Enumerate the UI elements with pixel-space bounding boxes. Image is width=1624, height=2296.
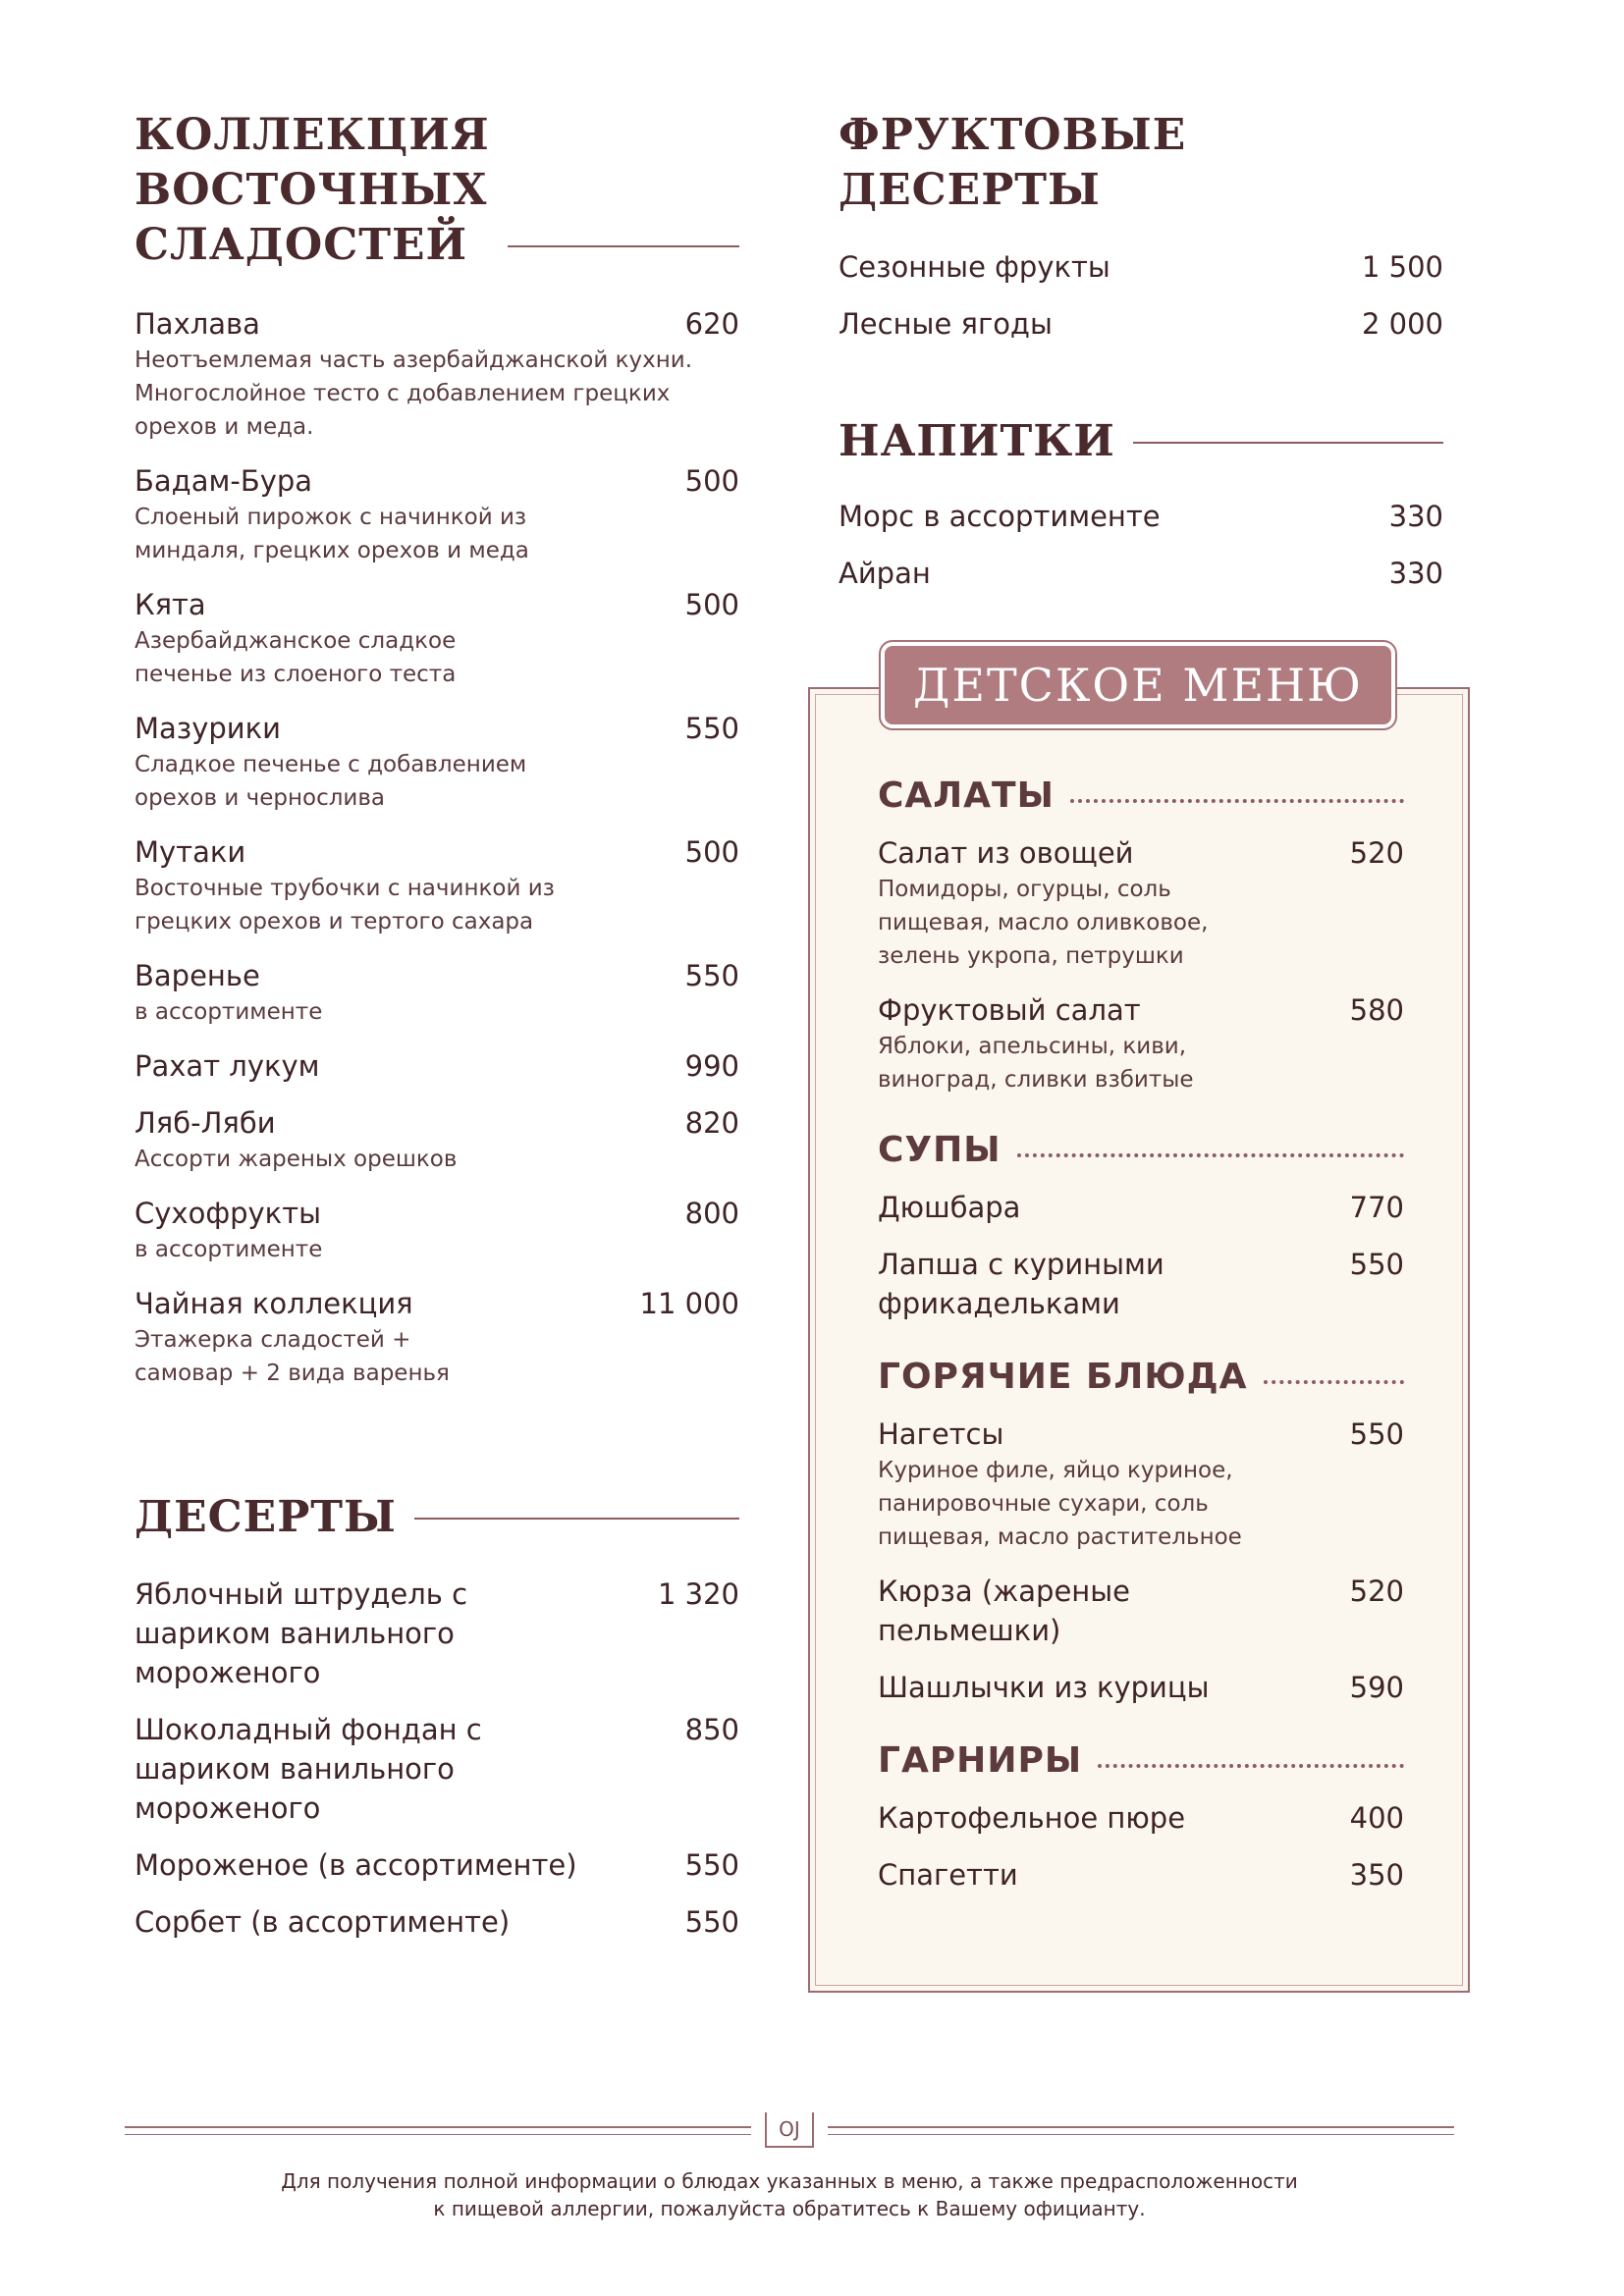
menu-item (135, 709, 739, 815)
item-price: 500 (684, 835, 739, 869)
dotted-divider (1070, 799, 1404, 803)
item-price: 400 (1349, 1801, 1404, 1835)
header-divider (508, 245, 739, 247)
menu-item (878, 1572, 1404, 1650)
item-name: Пахлава (135, 307, 260, 341)
drinks-header (839, 414, 1443, 469)
item-price: 350 (1349, 1858, 1404, 1892)
desserts-list (135, 1575, 739, 1942)
item-price: 520 (1349, 1575, 1404, 1608)
item-name: Дюшбара (878, 1191, 1021, 1224)
item-name: Яблочный штрудель с шариком ванильного мороженого (135, 1577, 468, 1689)
item-name: Сухофрукты (135, 1197, 321, 1230)
item-name: Рахат лукум (135, 1049, 320, 1083)
menu-item (135, 1845, 739, 1885)
dotted-divider (1098, 1764, 1404, 1768)
menu-item (135, 956, 739, 1029)
item-name: Лапша с куриными фрикадельками (878, 1248, 1164, 1320)
item-price: 1 320 (657, 1577, 739, 1611)
menu-item (878, 833, 1404, 973)
menu-item (839, 497, 1443, 536)
item-price: 550 (684, 712, 739, 745)
item-price: 990 (684, 1049, 739, 1083)
menu-item (135, 832, 739, 938)
item-price: 620 (684, 307, 739, 341)
item-name: Кята (135, 588, 206, 621)
item-price: 500 (684, 464, 739, 498)
item-desc: Слоеный пирожок с начинкой из миндаля, грецких орехов и меда (135, 505, 529, 563)
item-price: 11 000 (639, 1287, 739, 1320)
item-price: 520 (1349, 836, 1404, 870)
right-column (839, 108, 1443, 611)
menu-item (878, 1245, 1404, 1323)
item-price: 1 500 (1361, 250, 1443, 284)
menu-item (135, 1103, 739, 1176)
kids-menu-content (878, 775, 1404, 1912)
item-price: 550 (1349, 1417, 1404, 1451)
menu-item (135, 585, 739, 691)
item-desc: в ассортименте (135, 999, 323, 1025)
desserts-header (135, 1490, 739, 1545)
menu-item (839, 554, 1443, 593)
footer-line-left (125, 2126, 751, 2135)
menu-item (878, 1668, 1404, 1707)
item-price: 500 (684, 588, 739, 621)
header-divider (1133, 442, 1443, 444)
item-price: 770 (1349, 1191, 1404, 1224)
item-name: Сезонные фрукты (839, 250, 1110, 284)
item-name: Бадам-Бура (135, 464, 313, 498)
oriental-list (135, 304, 739, 1390)
item-name: Морс в ассортименте (839, 500, 1161, 533)
item-name: Айран (839, 557, 931, 590)
fruit-title: ФРУКТОВЫЕ ДЕСЕРТЫ (839, 110, 1187, 215)
item-name: Сорбет (в ассортименте) (135, 1905, 511, 1939)
item-name: Чайная коллекция (135, 1287, 413, 1320)
menu-item (878, 1415, 1404, 1554)
drinks-title: НАПИТКИ (839, 416, 1115, 466)
item-name: Картофельное пюре (878, 1801, 1186, 1835)
desserts-title: ДЕСЕРТЫ (135, 1492, 397, 1542)
menu-item (878, 990, 1404, 1096)
menu-item (878, 1855, 1404, 1895)
item-price: 330 (1388, 500, 1443, 533)
dotted-divider (1264, 1380, 1404, 1384)
salads-title: САЛАТЫ (878, 775, 1055, 816)
footer-line-right (828, 2126, 1454, 2135)
item-name: Нагетсы (878, 1417, 1004, 1451)
item-name: Мазурики (135, 712, 281, 745)
sides-title: ГАРНИРЫ (878, 1740, 1083, 1781)
menu-item (135, 304, 739, 444)
footer-divider (125, 2112, 1454, 2148)
item-price: 550 (684, 1905, 739, 1939)
item-desc: Этажерка сладостей + самовар + 2 вида варенья (135, 1327, 450, 1386)
item-price: 800 (684, 1197, 739, 1230)
item-price: 550 (684, 959, 739, 992)
menu-item (839, 247, 1443, 287)
allergy-note (125, 2167, 1454, 2222)
item-price: 580 (1349, 993, 1404, 1027)
allergy-note-line2: к пищевой аллергии, пожалуйста обратитесь к Вашему официанту. (433, 2197, 1146, 2220)
item-name: Лесные ягоды (839, 307, 1053, 341)
hot-dishes-title: ГОРЯЧИЕ БЛЮДА (878, 1357, 1248, 1397)
menu-item (135, 1710, 739, 1828)
item-name: Мороженое (в ассортименте) (135, 1848, 577, 1882)
brand-logo: OJ (765, 2112, 814, 2148)
item-name: Спагетти (878, 1858, 1018, 1892)
item-desc: Яблоки, апельсины, киви, виноград, сливки взбитые (878, 1034, 1194, 1093)
item-name: Шашлычки из курицы (878, 1671, 1210, 1704)
menu-item (135, 1902, 739, 1942)
item-desc: Куриное филе, яйцо куриное, панировочные сухари, соль пищевая, масло растительное (878, 1458, 1242, 1550)
item-desc: Ассорти жареных орешков (135, 1147, 458, 1172)
salads-header (878, 775, 1404, 816)
kids-menu-title: ДЕТСКОЕ МЕНЮ (881, 642, 1395, 728)
item-desc: Азербайджанское сладкое печенье из слоеного теста (135, 628, 457, 687)
menu-item (839, 304, 1443, 344)
header-divider (414, 1518, 739, 1520)
item-price: 2 000 (1361, 307, 1443, 341)
left-column (135, 108, 739, 1959)
item-name: Шоколадный фондан с шариком ванильного мороженого (135, 1713, 482, 1825)
item-price: 820 (684, 1106, 739, 1140)
sides-header (878, 1740, 1404, 1781)
item-name: Кюрза (жареные пельмешки) (878, 1575, 1130, 1647)
menu-item (135, 1575, 739, 1692)
item-name: Фруктовый салат (878, 993, 1141, 1027)
hot-dishes-header (878, 1357, 1404, 1397)
item-price: 550 (684, 1848, 739, 1882)
soups-title: СУПЫ (878, 1130, 1001, 1170)
item-desc: Помидоры, огурцы, соль пищевая, масло оливковое, зелень укропа, петрушки (878, 877, 1209, 969)
menu-item (135, 1194, 739, 1266)
item-name: Варенье (135, 959, 260, 992)
item-name: Мутаки (135, 835, 246, 869)
item-price: 850 (684, 1713, 739, 1746)
soups-header (878, 1130, 1404, 1170)
item-desc: Восточные трубочки с начинкой из грецких орехов и тертого сахара (135, 876, 555, 934)
item-price: 330 (1388, 557, 1443, 590)
item-price: 550 (1349, 1248, 1404, 1281)
menu-item (135, 1046, 739, 1086)
dotted-divider (1017, 1153, 1404, 1157)
item-price: 590 (1349, 1671, 1404, 1704)
oriental-header (135, 108, 739, 273)
item-desc: Неотъемлемая часть азербайджанской кухни. Многослойное тесто с добавлением грецких орехов и меда. (135, 347, 693, 440)
menu-item (135, 1284, 739, 1390)
item-name: Салат из овощей (878, 836, 1134, 870)
fruit-list (839, 247, 1443, 344)
allergy-note-line1: Для получения полной информации о блюдах указанных в меню, а также предрасположенности (281, 2169, 1298, 2193)
footer (125, 2112, 1454, 2222)
menu-item (878, 1798, 1404, 1838)
menu-item (135, 461, 739, 567)
item-desc: в ассортименте (135, 1237, 323, 1262)
menu-item (878, 1188, 1404, 1227)
oriental-title: КОЛЛЕКЦИЯ ВОСТОЧНЫХ СЛАДОСТЕЙ (135, 110, 490, 270)
item-name: Ляб-Ляби (135, 1106, 276, 1140)
drinks-list (839, 497, 1443, 593)
item-desc: Сладкое печенье с добавлением орехов и чернослива (135, 752, 527, 811)
